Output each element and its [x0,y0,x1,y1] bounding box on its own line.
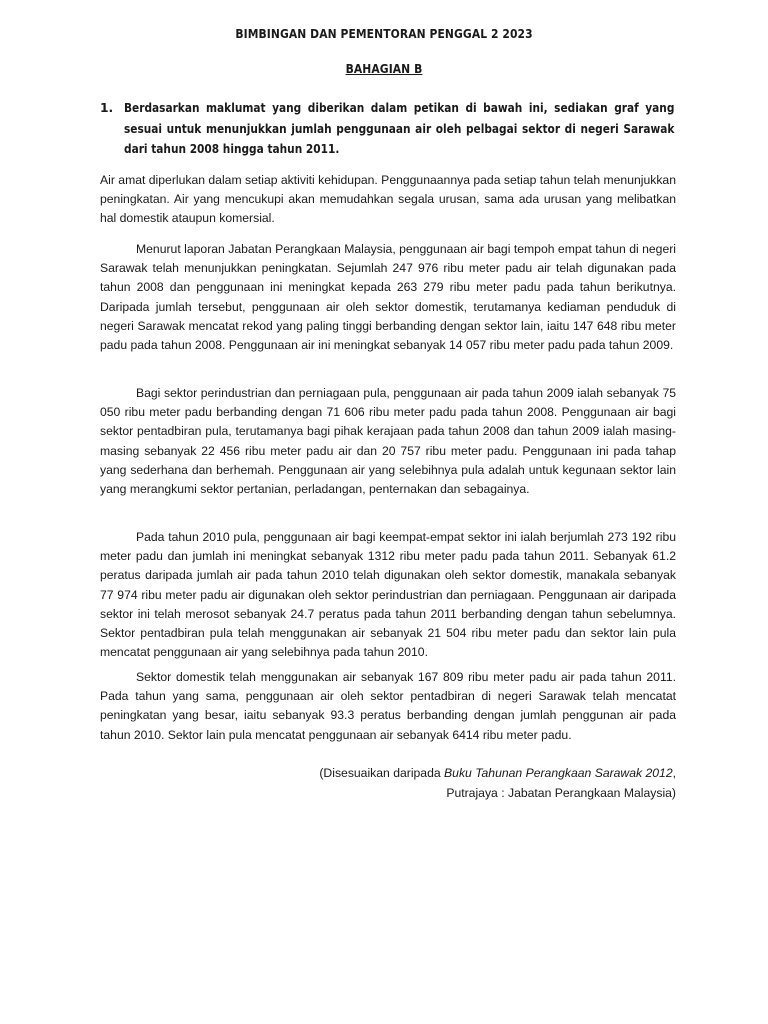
paragraph-industry-administration: Bagi sektor perindustrian dan perniagaan pula, penggunaan air pada tahun 2009 ialah sebanyak 75 050 ribu meter padu berbanding dengan 71 606 ribu meter padu pada tahun 2008. Penggunaan air bagi sektor pentadbiran pula, terutamanya bagi pihak kerajaan pada tahun 2008 dan tahun 2009 ialah masing-masing sebanyak 22 456 ribu meter padu air dan 20 757 ribu meter padu. Penggunaan ini pada tahap yang sederhana dan berhemah. Penggunaan air yang selebihnya pula adalah untuk kegunaan sektor lain yang merangkumi sektor pertanian, perladangan, penternakan dan sebagainya. [100,386,676,497]
source-suffix: , [672,766,676,780]
section-heading: BAHAGIAN B [345,61,423,76]
source-book-title: Buku Tahunan Perangkaan Sarawak 2012 [444,766,673,780]
question-number: 1. [100,101,114,115]
source-line-2: Putrajaya : Jabatan Perangkaan Malaysia) [446,785,676,800]
paragraph-2011: Sektor domestik telah menggunakan air sebanyak 167 809 ribu meter padu air pada tahun 2011. Pada tahun yang sama, penggunaan air oleh sektor pentadbiran di negeri Sarawak telah mencatat peningkatan yang besar, iaitu sebanyak 93.3 peratus berbanding dengan jumlah penggunan air pada tahun 2010. Sektor lain pula mencatat penggunaan air sebanyak 6414 ribu meter padu. [100,670,676,742]
paragraph-2008-2009-domestic: Menurut laporan Jabatan Perangkaan Malaysia, penggunaan air bagi tempoh empat tahun di negeri Sarawak telah menunjukkan peningkatan. Sejumlah 247 976 ribu meter padu air telah digunakan pada tahun 2008 dan penggunaan ini meningkat kepada 263 279 ribu meter padu pada tahun berikutnya. Daripada jumlah tersebut, penggunaan air oleh sektor domestik, terutamanya kediaman penduduk di negeri Sarawak mencatat rekod yang paling tinggi berbanding dengan sektor lain, iaitu 147 648 ribu meter padu pada tahun 2008. Penggunaan air ini meningkat sebanyak 14 057 ribu meter padu pada tahun 2009. [100,242,676,353]
question-text: Berdasarkan maklumat yang diberikan dalam petikan di bawah ini, sediakan graf yang sesuai untuk menunjukkan jumlah penggunaan air oleh pelbagai sektor di negeri Sarawak dari tahun 2008 hingga tahun 2011. [124,101,675,156]
source-line-1 [100,764,676,784]
paragraph-2010: Pada tahun 2010 pula, penggunaan air bagi keempat-empat sektor ini ialah berjumlah 273 192 ribu meter padu dan jumlah ini meningkat sebanyak 1312 ribu meter padu pada tahun 2011. Sebanyak 61.2 peratus daripada jumlah air pada tahun 2010 telah digunakan oleh sektor domestik, manakala sebanyak 77 974 ribu meter padu air digunakan oleh sektor perindustrian dan perniagaan. Penggunaan air daripada sektor ini telah merosot sebanyak 24.7 peratus pada tahun 2011 berbanding dengan tahun sebelumnya. Sektor pentadbiran pula telah menggunakan air sebanyak 21 504 ribu meter padu dan sektor lain pula mencatat penggunaan air yang selebihnya pada tahun 2010. [100,530,676,660]
document-title: BIMBINGAN DAN PEMENTORAN PENGGAL 2 2023 [235,26,533,41]
source-prefix: (Disesuaikan daripada [319,766,445,780]
source-citation [100,764,676,803]
paragraph-intro: Air amat diperlukan dalam setiap aktiviti kehidupan. Penggunaannya pada setiap tahun telah menunjukkan peningkatan. Air yang mencukupi akan memudahkan segala urusan, sama ada urusan yang melibatkan hal domestik ataupun komersial. [100,173,676,226]
